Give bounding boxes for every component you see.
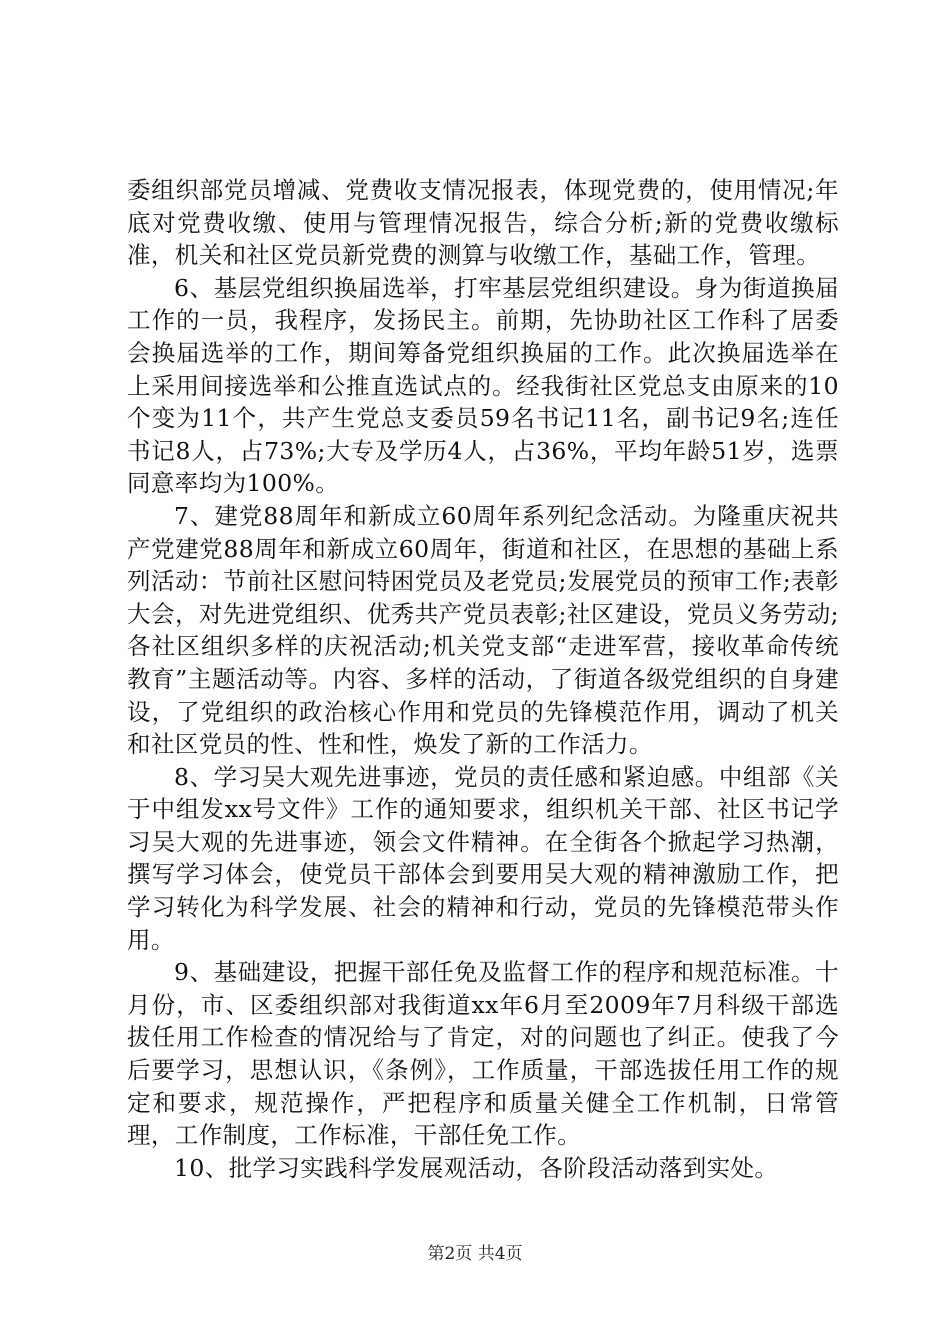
document-body	[127, 174, 839, 1184]
paragraph-item-6: 6、基层党组织换届选举，打牢基层党组织建设。身为街道换届工作的一员，我程序，发扬民主。前期，先协助社区工作科了居委会换届选举的工作，期间筹备党组织换届的工作。此次换届选举在上采用间接选举和公推直选试点的。经我街社区党总支由原来的10个变为11个，共产生党总支委员59名书记11名，副书记9名;连任书记8人，占73%;大专及学历4人，占36%，平均年龄51岁，选票同意率均为100%。	[127, 273, 839, 498]
paragraph-item-8: 8、学习吴大观先进事迹，党员的责任感和紧迫感。中组部《关于中组发xx号文件》工作的通知要求，组织机关干部、社区书记学习吴大观的先进事迹，领会文件精神。在全街各个掀起学习热潮，撰写学习体会，使党员干部体会到要用吴大观的精神激励工作，把学习转化为科学发展、社会的精神和行动，党员的先锋模范带头作用。	[127, 762, 839, 954]
paragraph-item-9: 9、基础建设，把握干部任免及监督工作的程序和规范标准。十月份，市、区委组织部对我街道xx年6月至2009年7月科级干部选拔任用工作检查的情况给与了肯定，对的问题也了纠正。使我了今后要学习，思想认识，《条例》，工作质量，干部选拔任用工作的规定和要求，规范操作，严把程序和质量关健全工作机制，日常管理，工作制度，工作标准，干部任免工作。	[127, 958, 839, 1150]
paragraph-item-7: 7、建党88周年和新成立60周年系列纪念活动。为隆重庆祝共产党建党88周年和新成立60周年，街道和社区，在思想的基础上系列活动：节前社区慰问特困党员及老党员;发展党员的预审工作;表彰大会，对先进党组织、优秀共产党员表彰;社区建设，党员义务劳动;各社区组织多样的庆祝活动;机关党支部“走进军营，接收革命传统教育”主题活动等。内容、多样的活动，了街道各级党组织的自身建设，了党组织的政治核心作用和党员的先锋模范作用，调动了机关和社区党员的性、性和性，焕发了新的工作活力。	[127, 501, 839, 759]
paragraph-continued: 委组织部党员增减、党费收支情况报表，体现党费的，使用情况;年底对党费收缴、使用与管理情况报告，综合分析;新的党费收缴标准，机关和社区党员新党费的测算与收缴工作，基础工作，管理。	[127, 176, 839, 270]
page-number-footer: 第2页 共4页	[427, 1244, 523, 1264]
paragraph-item-10: 10、批学习实践科学发展观活动，各阶段活动落到实处。	[174, 1153, 779, 1182]
